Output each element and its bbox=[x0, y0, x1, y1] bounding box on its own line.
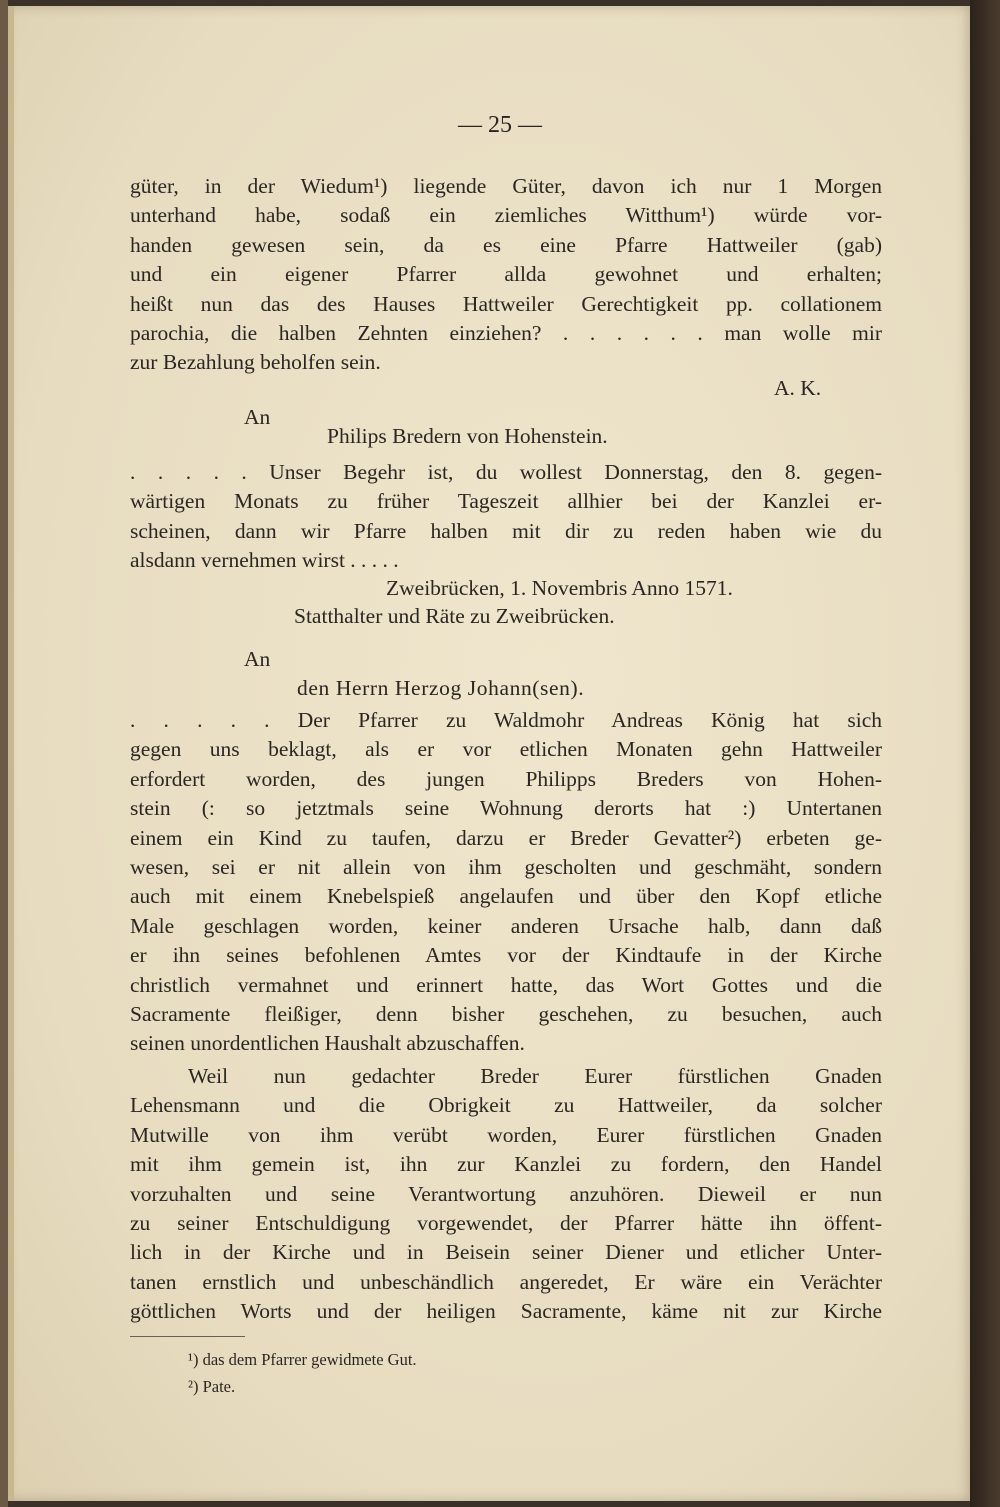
footnote-divider bbox=[130, 1336, 245, 1337]
page-number: — 25 — bbox=[458, 112, 542, 138]
text-line: parochia, die halben Zehnten einziehen? . . . . . . man wolle mir bbox=[130, 321, 882, 346]
footnote-1: ¹) das dem Pfarrer gewidmete Gut. bbox=[188, 1350, 417, 1369]
text-line: lich in der Kirche und in Beisein seiner Diener und etlicher Unter- bbox=[130, 1240, 882, 1265]
paragraph-1 bbox=[130, 172, 882, 378]
text-line: und ein eigener Pfarrer allda gewohnet und erhalten; bbox=[130, 262, 882, 287]
text-line: stein (: so jetztmals seine Wohnung derorts hat :) Untertanen bbox=[130, 796, 882, 821]
signature-initials: A. K. bbox=[774, 376, 822, 400]
text-line: erfordert worden, des jungen Philipps Breders von Hohen- bbox=[130, 766, 882, 791]
text-line: . . . . . Der Pfarrer zu Waldmohr Andreas König hat sich bbox=[130, 708, 882, 732]
text-line: handen gewesen sein, da es eine Pfarre Hattweiler (gab) bbox=[130, 232, 882, 257]
salutation-an: An bbox=[244, 647, 271, 671]
text-line: unterhand habe, sodaß ein ziemliches Witthum¹) würde vor- bbox=[130, 203, 882, 228]
text-line: heißt nun das des Hauses Hattweiler Gerechtigkeit pp. collationem bbox=[130, 291, 882, 316]
text-line: Male geschlagen worden, keiner anderen Ursache halb, dann daß bbox=[130, 913, 882, 938]
paragraph-3 bbox=[130, 706, 882, 1059]
text-line: güter, in der Wiedum¹) liegende Güter, davon ich nur 1 Morgen bbox=[130, 174, 882, 198]
text-line: christlich vermahnet und erinnert hatte, das Wort Gottes und die bbox=[130, 972, 882, 997]
text-line: einem ein Kind zu taufen, darzu er Breder Gevatter²) erbeten ge- bbox=[130, 825, 882, 850]
book-cover-edge bbox=[970, 0, 1000, 1507]
text-line: zur Bezahlung beholfen sein. bbox=[130, 350, 381, 375]
text-line: vorzuhalten und seine Verantwortung anzuhören. Dieweil er nun bbox=[130, 1181, 882, 1206]
paragraph-2 bbox=[130, 458, 882, 576]
text-line: . . . . . Unser Begehr ist, du wollest Donnerstag, den 8. gegen- bbox=[130, 460, 882, 484]
text-line: er ihn seines befohlenen Amtes vor der Kindtaufe in der Kirche bbox=[130, 943, 882, 968]
text-line: Weil nun gedachter Breder Eurer fürstlichen Gnaden bbox=[188, 1064, 882, 1088]
text-line: wesen, sei er nit allein von ihm gescholten und geschmäht, sondern bbox=[130, 855, 882, 880]
signers: Statthalter und Räte zu Zweibrücken. bbox=[294, 604, 615, 628]
text-line: göttlichen Worts und der heiligen Sacramente, käme nit zur Kirche bbox=[130, 1299, 882, 1324]
text-line: Sacramente fleißiger, denn bisher geschehen, zu besuchen, auch bbox=[130, 1002, 882, 1027]
text-line: tanen ernstlich und unbeschändlich angeredet, Er wäre ein Verächter bbox=[130, 1269, 882, 1294]
text-line: seinen unordentlichen Haushalt abzuschaffen. bbox=[130, 1031, 525, 1056]
dateline: Zweibrücken, 1. Novembris Anno 1571. bbox=[386, 576, 733, 600]
addressee-line: den Herrn Herzog Johann(sen). bbox=[297, 676, 585, 700]
footnote-2: ²) Pate. bbox=[188, 1377, 236, 1396]
text-line: wärtigen Monats zu früher Tageszeit allhier bei der Kanzlei er- bbox=[130, 489, 882, 514]
text-line: Lehensmann und die Obrigkeit zu Hattweiler, da solcher bbox=[130, 1093, 882, 1118]
paragraph-4 bbox=[130, 1062, 882, 1327]
text-line: mit ihm gemein ist, ihn zur Kanzlei zu fordern, den Handel bbox=[130, 1152, 882, 1177]
text-line: auch mit einem Knebelspieß angelaufen und über den Kopf etliche bbox=[130, 884, 882, 909]
text-line: scheinen, dann wir Pfarre halben mit dir zu reden haben wie du bbox=[130, 518, 882, 543]
text-line: gegen uns beklagt, als er vor etlichen Monaten gehn Hattweiler bbox=[130, 737, 882, 762]
text-line: Mutwille von ihm verübt worden, Eurer fürstlichen Gnaden bbox=[130, 1122, 882, 1147]
addressee-line: Philips Bredern von Hohenstein. bbox=[327, 424, 608, 448]
salutation-an: An bbox=[244, 405, 271, 429]
book-spine bbox=[0, 0, 8, 1507]
text-line: zu seiner Entschuldigung vorgewendet, der Pfarrer hätte ihn öffent- bbox=[130, 1211, 882, 1236]
text-line: alsdann vernehmen wirst . . . . . bbox=[130, 548, 399, 573]
